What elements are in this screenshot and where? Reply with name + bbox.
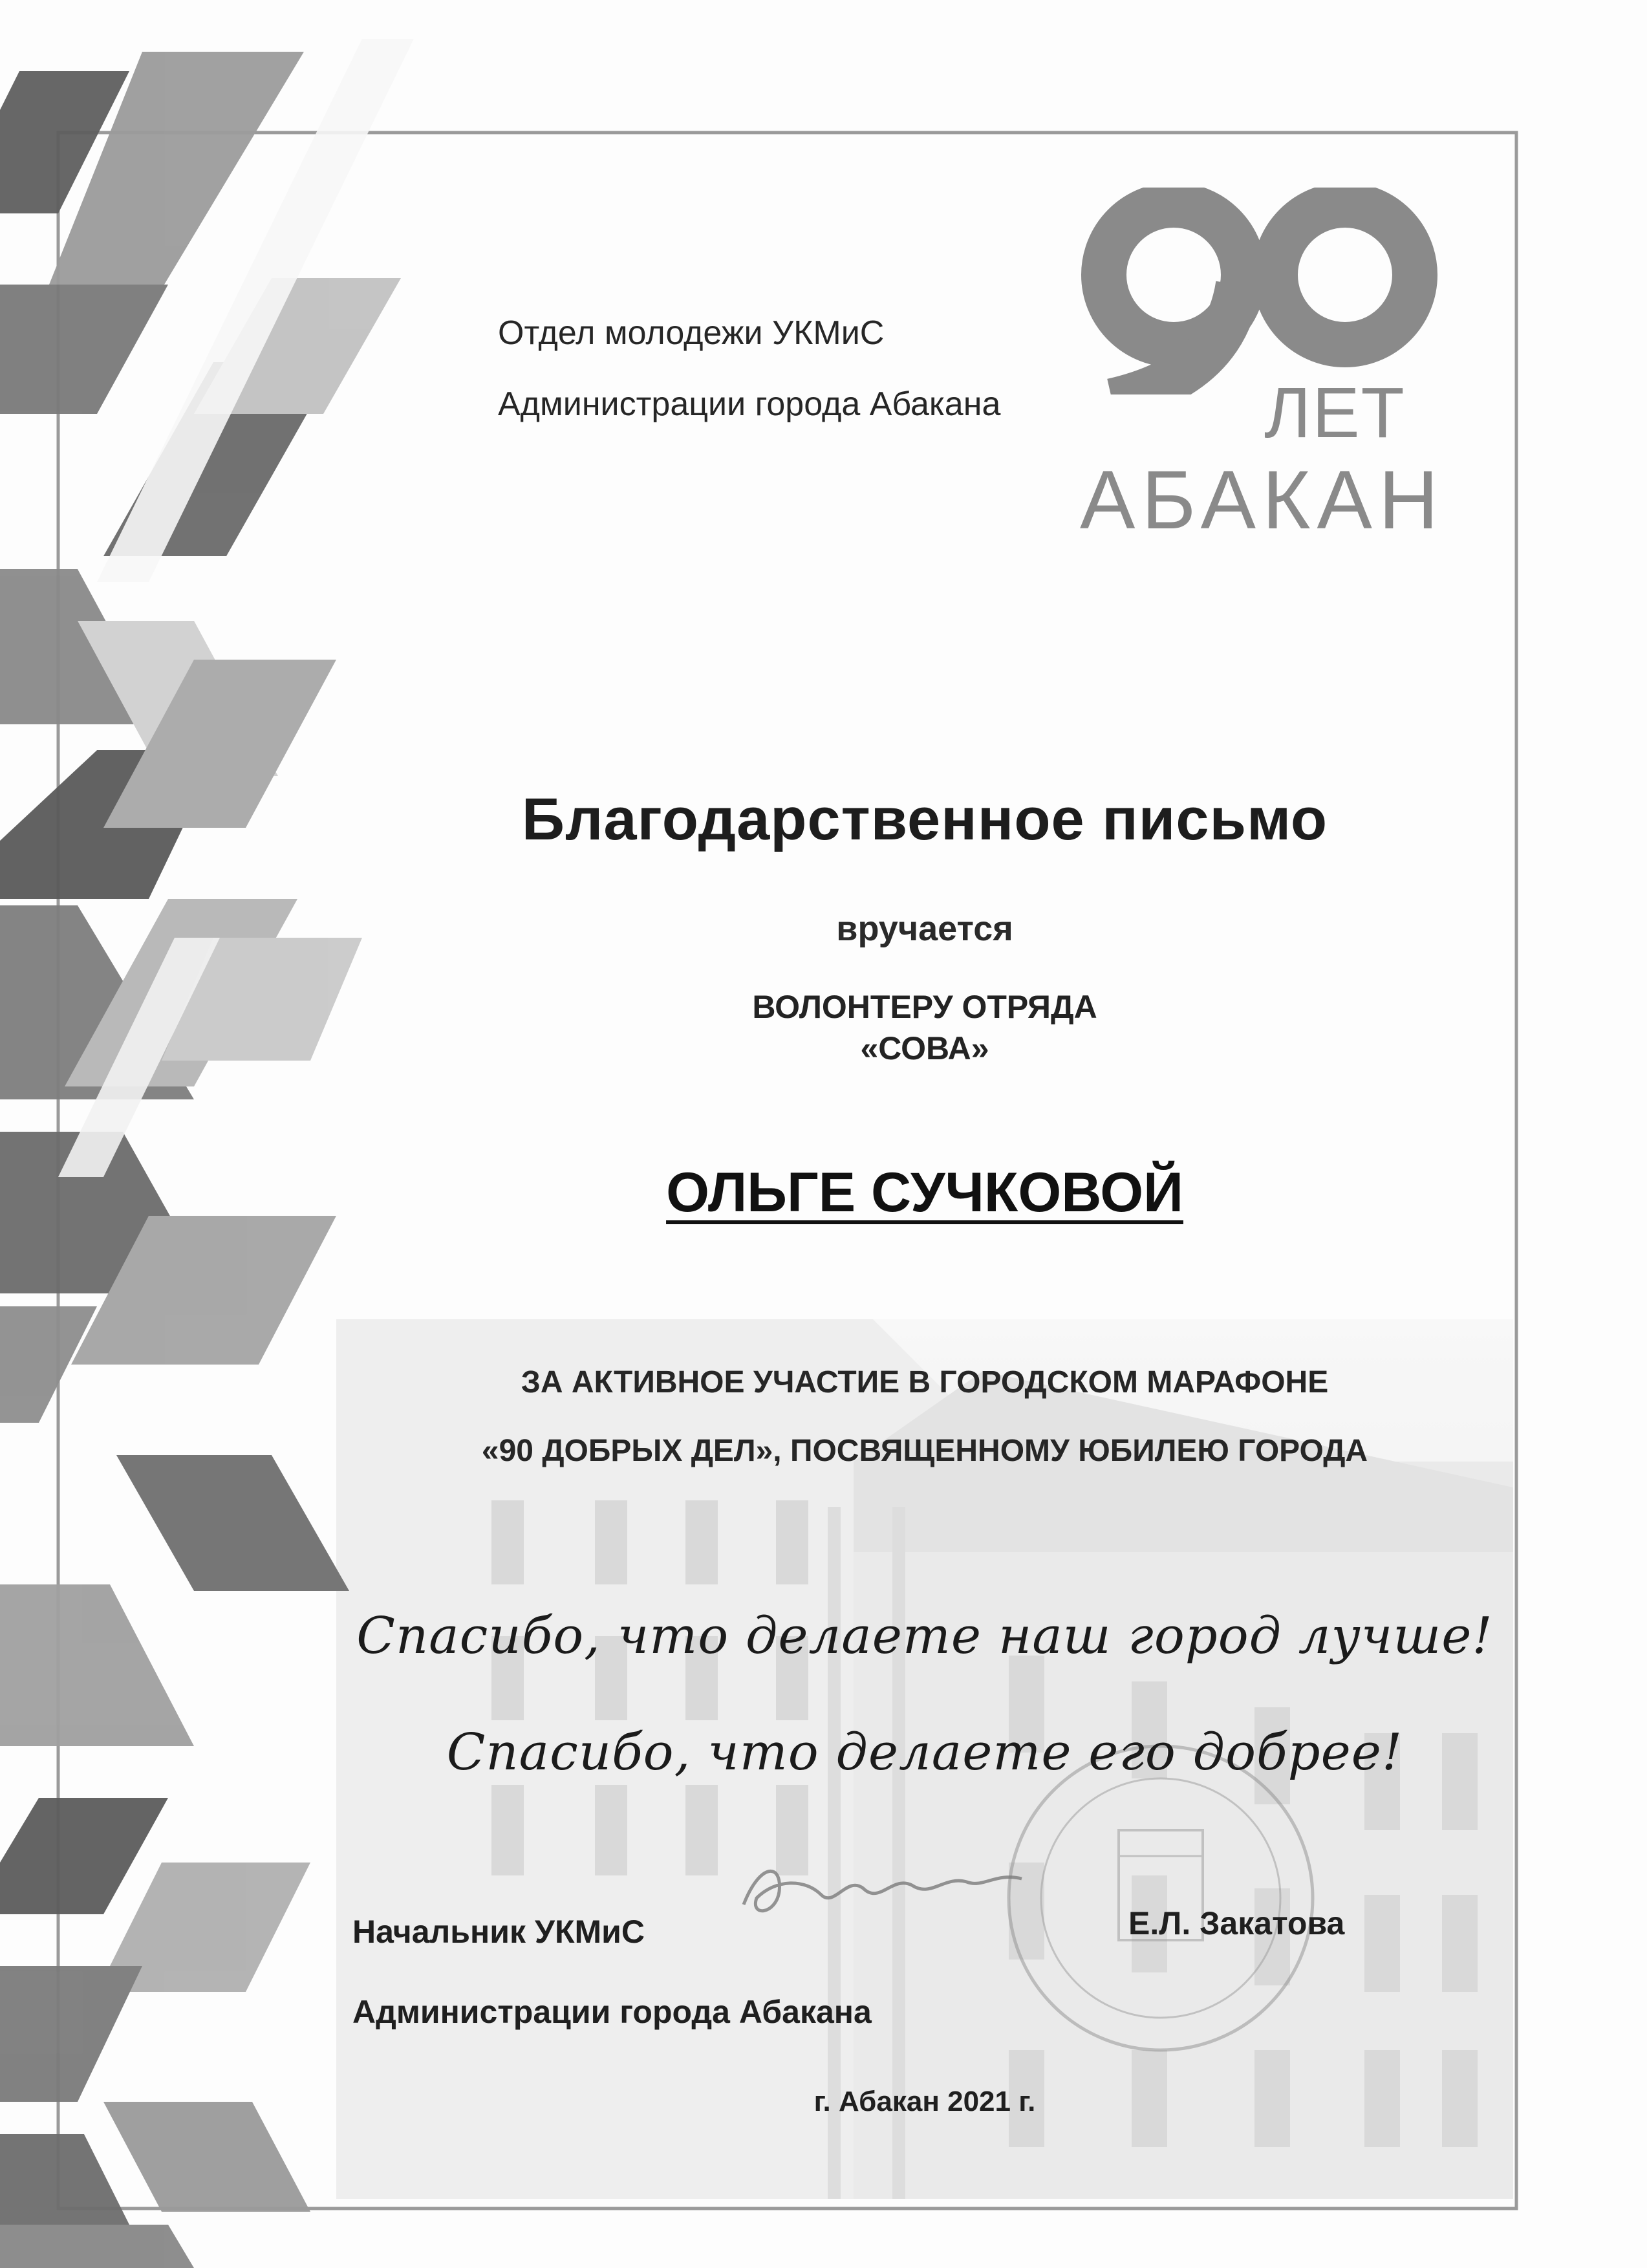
signatory-position-line-1: Начальник УКМиС xyxy=(352,1914,645,1950)
department-line-1: Отдел молодежи УКМиС xyxy=(498,314,885,352)
logo-years-label: ЛЕТ xyxy=(1264,373,1406,453)
place-and-date: г. Абакан 2021 г. xyxy=(813,2086,1036,2117)
thanks-line-2: Спасибо, что делаете его добрее! xyxy=(446,1723,1403,1782)
department-line-2: Администрации города Абакана xyxy=(498,385,1001,423)
award-reason xyxy=(336,1348,1513,1485)
signatory-position xyxy=(352,1892,872,2052)
signatory-name: Е.Л. Закатова xyxy=(1128,1905,1345,1941)
signatory-position-line-2: Администрации города Абакана xyxy=(352,1994,872,2030)
recipient-role-line-2: «СОВА» xyxy=(860,1030,989,1066)
thanks-line-1: Спасибо, что делаете наш город лучше! xyxy=(356,1607,1493,1665)
award-reason-line-1: ЗА АКТИВНОЕ УЧАСТИЕ В ГОРОДСКОМ МАРАФОНЕ xyxy=(521,1365,1329,1399)
logo-city-label: АБАКАН xyxy=(1080,454,1445,546)
letter-title: Благодарственное письмо xyxy=(521,786,1328,852)
presented-label: вручается xyxy=(836,909,1013,948)
award-reason-line-2: «90 ДОБРЫХ ДЕЛ», ПОСВЯЩЕННОМУ ЮБИЛЕЮ ГОРОДА xyxy=(481,1434,1368,1468)
recipient-role-line-1: ВОЛОНТЕРУ ОТРЯДА xyxy=(752,989,1097,1025)
recipient-name-text: ОЛЬГЕ СУЧКОВОЙ xyxy=(666,1161,1183,1224)
recipient-role xyxy=(336,986,1513,1069)
anniversary-logo-number xyxy=(1073,188,1468,394)
recipient-name xyxy=(336,1161,1513,1225)
